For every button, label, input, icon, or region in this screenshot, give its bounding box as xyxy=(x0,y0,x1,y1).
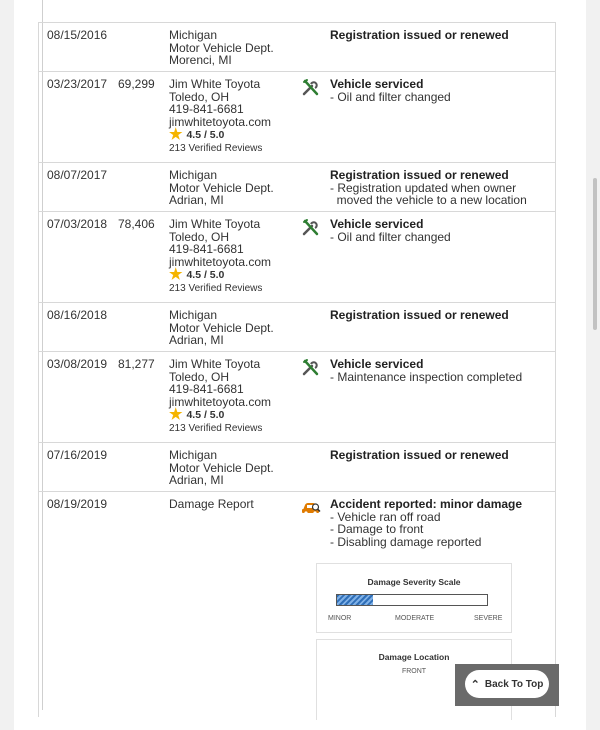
record-mileage: 81,277 xyxy=(118,357,155,371)
record-title: Accident reported: minor damage xyxy=(330,497,523,511)
history-row xyxy=(39,303,555,352)
record-comments xyxy=(330,29,552,42)
wrench-icon xyxy=(301,218,323,238)
star-icon: ★ xyxy=(169,406,183,424)
record-comments xyxy=(330,498,552,548)
damage-severity-scale xyxy=(316,563,512,633)
source-line: Jim White Toyota xyxy=(169,357,261,371)
source-line: Adrian, MI xyxy=(169,333,224,347)
dealer-rating xyxy=(169,406,294,424)
record-comments xyxy=(330,309,552,322)
source-line: Michigan xyxy=(169,308,218,322)
source-line: Toledo, OH xyxy=(169,369,230,384)
record-title: Registration issued or renewed xyxy=(330,28,509,42)
chevron-up-icon: ⌃ xyxy=(470,678,480,691)
car-accident-icon xyxy=(301,498,323,518)
back-to-top-label: Back To Top xyxy=(484,678,544,690)
source-line: 419-841-6681 xyxy=(169,102,244,116)
record-comments xyxy=(330,218,552,243)
record-detail: moved the vehicle to a new location xyxy=(330,193,527,207)
source-line: Motor Vehicle Dept. xyxy=(169,180,274,195)
record-title: Registration issued or renewed xyxy=(330,168,509,182)
history-row xyxy=(39,72,555,163)
source-line: Michigan xyxy=(169,168,218,182)
record-date: 08/15/2016 xyxy=(47,28,108,42)
source-line: jimwhitetoyota.com xyxy=(169,394,272,409)
dealer-rating xyxy=(169,266,294,284)
record-source xyxy=(169,169,294,207)
record-comments xyxy=(330,169,552,207)
record-source xyxy=(169,358,294,435)
record-date: 03/23/2017 xyxy=(47,77,108,91)
rating-score: 4.5 / 5.0 xyxy=(186,269,225,281)
history-row xyxy=(39,163,555,212)
record-title: Vehicle serviced xyxy=(330,357,424,371)
star-icon: ★ xyxy=(169,126,183,144)
history-row xyxy=(39,212,555,303)
location-title: Damage Location xyxy=(378,652,450,662)
location-front-label: FRONT xyxy=(401,668,427,675)
source-line: 419-841-6681 xyxy=(169,382,244,396)
record-comments xyxy=(330,78,552,103)
history-row xyxy=(39,23,555,72)
severity-label-minor: MINOR xyxy=(328,615,352,622)
source-line: Motor Vehicle Dept. xyxy=(169,320,274,335)
record-source xyxy=(169,449,294,487)
star-icon: ★ xyxy=(169,266,183,284)
wrench-icon xyxy=(301,78,323,98)
record-detail: - Disabling damage reported xyxy=(330,534,482,549)
record-detail: - Registration updated when owner xyxy=(330,180,517,195)
record-detail: - Damage to front xyxy=(330,522,424,536)
record-title: Registration issued or renewed xyxy=(330,308,509,322)
record-date: 08/16/2018 xyxy=(47,308,108,322)
history-row xyxy=(39,443,555,492)
record-mileage: 69,299 xyxy=(118,77,155,91)
severity-label-severe: SEVERE xyxy=(474,615,503,622)
severity-title: Damage Severity Scale xyxy=(367,577,461,587)
record-detail: - Oil and filter changed xyxy=(330,229,451,244)
source-line: Michigan xyxy=(169,448,218,462)
source-line: Jim White Toyota xyxy=(169,77,261,91)
rating-score: 4.5 / 5.0 xyxy=(186,129,225,141)
record-source xyxy=(169,78,294,155)
rating-score: 4.5 / 5.0 xyxy=(186,409,225,421)
record-date: 08/19/2019 xyxy=(47,497,108,511)
reviews-link[interactable]: 213 Verified Reviews xyxy=(169,422,263,434)
record-source xyxy=(169,498,294,511)
record-date: 07/16/2019 xyxy=(47,448,108,462)
source-line: Adrian, MI xyxy=(169,473,224,487)
source-line: Toledo, OH xyxy=(169,229,230,244)
record-title: Vehicle serviced xyxy=(330,77,424,91)
dealer-rating xyxy=(169,126,294,144)
record-detail: - Maintenance inspection completed xyxy=(330,369,523,384)
record-date: 08/07/2017 xyxy=(47,168,108,182)
source-line: jimwhitetoyota.com xyxy=(169,114,272,129)
record-source xyxy=(169,218,294,295)
record-title: Registration issued or renewed xyxy=(330,448,509,462)
scrollbar[interactable] xyxy=(593,178,597,330)
source-line: Michigan xyxy=(169,28,218,42)
severity-fill xyxy=(337,595,373,605)
record-title: Vehicle serviced xyxy=(330,217,424,231)
record-comments xyxy=(330,358,552,383)
record-mileage: 78,406 xyxy=(118,217,155,231)
source-line: Damage Report xyxy=(169,497,254,511)
wrench-icon xyxy=(301,358,323,378)
reviews-link[interactable]: 213 Verified Reviews xyxy=(169,282,263,294)
record-detail: - Vehicle ran off road xyxy=(330,509,441,524)
source-line: jimwhitetoyota.com xyxy=(169,254,272,269)
history-row xyxy=(39,352,555,443)
source-line: Motor Vehicle Dept. xyxy=(169,460,274,475)
record-source xyxy=(169,29,294,67)
record-date: 07/03/2018 xyxy=(47,217,108,231)
record-date: 03/08/2019 xyxy=(47,357,108,371)
back-to-top-button[interactable] xyxy=(465,670,549,698)
source-line: Motor Vehicle Dept. xyxy=(169,40,274,55)
record-comments xyxy=(330,449,552,462)
source-line: Toledo, OH xyxy=(169,89,230,104)
severity-bar xyxy=(336,594,488,606)
severity-label-moderate: MODERATE xyxy=(395,615,435,622)
source-line: Morenci, MI xyxy=(169,53,232,67)
source-line: Jim White Toyota xyxy=(169,217,261,231)
reviews-link[interactable]: 213 Verified Reviews xyxy=(169,142,263,154)
source-line: Adrian, MI xyxy=(169,193,224,207)
record-source xyxy=(169,309,294,347)
source-line: 419-841-6681 xyxy=(169,242,244,256)
record-detail: - Oil and filter changed xyxy=(330,89,451,104)
history-table xyxy=(38,22,556,717)
